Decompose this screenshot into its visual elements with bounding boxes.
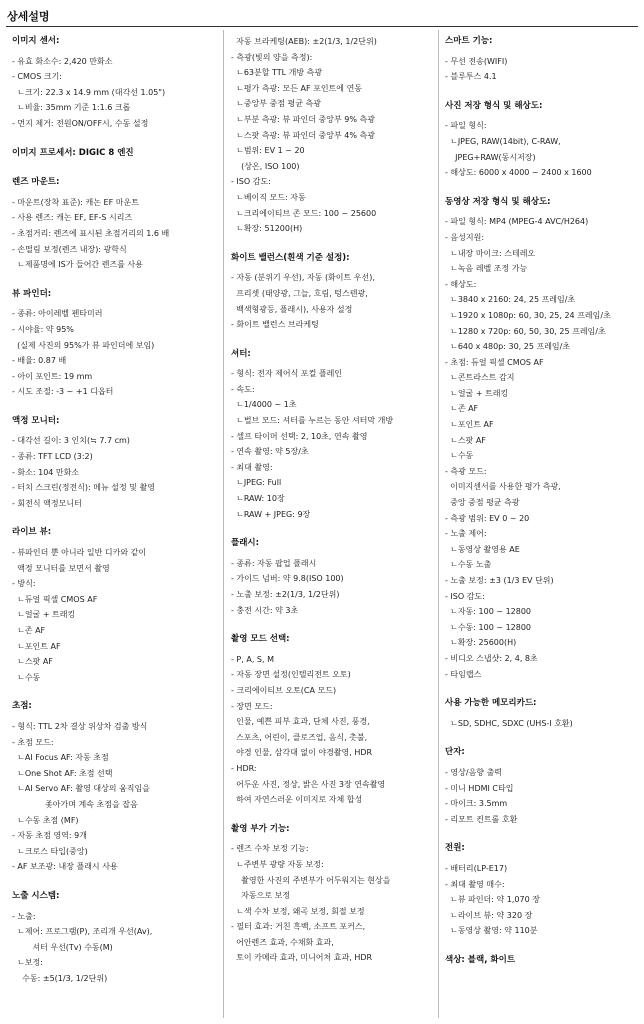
spec-line: 어두운 사진, 정상, 밝은 사진 3장 연속촬영 [231,779,386,789]
spec-line: ㄴ수동 [12,672,41,682]
spec-line: ㄴRAW + JPEG: 9장 [231,509,311,519]
spec-line: ㄴ크로스 타입(중앙) [12,846,88,856]
spec-line: - 크리에이티브 오토(CA 모드) [231,685,337,695]
spec-line: ㄴ뷰 파인더: 약 1,070 장 [445,895,540,905]
spec-line: - 가이드 넘버: 약 9.8(ISO 100) [231,574,344,584]
spec-line: - 종류: 자동 팝업 플래시 [231,558,317,568]
spec-line: ㄴ비율: 35mm 기준 1:1.6 크롭 [12,103,131,113]
section-title: 초점: [12,701,32,712]
spec-line: ㄴAI Servo AF: 촬영 대상의 움직임을 [12,784,150,794]
spec-line: - 파일 형식: MP4 (MPEG-4 AVC/H264) [445,217,589,227]
spec-line: ㄴAI Focus AF: 자동 초점 [12,753,109,763]
spec-line: - 아이 포인트: 19 mm [12,371,93,381]
spec-line: ㄴ스팟 AF [12,657,53,667]
spec-section [12,146,220,162]
spec-section [12,414,220,512]
spec-line: ㄴOne Shot AF: 초점 선택 [12,768,113,778]
spec-line: ㄴ63분할 TTL 개방 측광 [231,68,323,78]
spec-line: 액정 모니터를 보면서 촬영 [12,563,110,573]
spec-section [231,822,437,966]
spec-column-3 [445,34,635,982]
section-title: 단자: [445,747,465,758]
spec-line: - 자동 초점 영역: 9개 [12,831,87,841]
section-title: 셔터: [231,348,251,359]
spec-line: - AF 보조광: 내장 플래시 사용 [12,862,118,872]
spec-line: 자동으로 보정 [231,891,291,901]
spec-section [12,34,220,132]
spec-line: 이미지센서를 사용한 평가 측광, [445,482,561,492]
spec-section [12,889,220,987]
spec-line: - 종류: 아이레벨 펜타미러 [12,309,103,319]
spec-line: - ISO 감도: [445,591,485,601]
spec-line: - 시야율: 약 95% [12,324,74,334]
column-divider [223,30,224,1018]
title-divider [6,26,638,27]
spec-column-1 [12,34,220,1000]
spec-line: ㄴ녹음 레벨 조정 가능 [445,264,528,274]
spec-line: ㄴ크기: 22.3 x 14.9 mm (대각선 1.05") [12,87,166,97]
spec-line: ㄴ얼굴 + 트래킹 [12,610,76,620]
spec-line: (실제 사진의 95%가 뷰 파인더에 보임) [12,340,155,350]
section-title: 전원: [445,843,465,854]
spec-line: - 시도 조절: -3 ~ +1 디옵터 [12,387,114,397]
spec-line: - 해상도: 6000 x 4000 ~ 2400 x 1600 [445,168,592,178]
spec-line: ㄴ포인트 AF [445,420,494,430]
spec-line: ㄴ수동 [445,451,474,461]
spec-line: ㄴ640 x 480p: 30, 25 프레임/초 [445,342,571,352]
section-title: 라이브 뷰: [12,527,52,538]
spec-line: ㄴ제어: 프로그램(P), 조리개 우선(Av), [12,927,153,937]
spec-section [231,347,437,523]
spec-line: - CMOS 크기: [12,72,62,82]
spec-line: ㄴRAW: 10장 [231,494,285,504]
spec-line: - 영상/음향 출력 [445,767,503,777]
spec-line: ㄴ존 AF [12,626,46,635]
section-title: 렌즈 마운트: [12,177,60,188]
spec-line: - 유효 화소수: 2,420 만화소 [12,56,113,66]
spec-line: - 화소: 104 만화소 [12,467,80,477]
spec-line: ㄴ스팟 측광: 뷰 파인더 중앙부 4% 측광 [231,130,375,140]
spec-line: 셔터 우선(Tv) 수동(M) [12,942,113,952]
spec-line: ㄴ3840 x 2160: 24, 25 프레임/초 [445,295,576,305]
spec-line: - 회전식 액정모니터 [12,498,82,508]
spec-line: - 블루투스 4.1 [445,72,497,82]
spec-line: ㄴ베이직 모드: 자동 [231,192,306,202]
section-title: 화이트 밸런스(흰색 기준 설정): [231,252,350,263]
spec-line: - 노출 보정: ±2(1/3, 1/2단위) [231,590,340,599]
spec-line: 수동: ±5(1/3, 1/2단위) [12,973,108,983]
spec-line: ㄴ확장: 25600(H) [445,638,517,648]
spec-line: ㄴ수동: 100 ~ 12800 [445,622,532,632]
section-title: 이미지 프로세서: DIGIC 8 엔진 [12,147,134,158]
spec-line: - 대각선 길이: 3 인치(≒ 7.7 cm) [12,436,130,446]
spec-section [12,287,220,400]
spec-line: - 손떨림 보정(렌즈 내장): 광학식 [12,244,127,254]
section-title: 노출 시스템: [12,890,60,901]
spec-column-2 [231,34,437,980]
spec-section [445,696,635,731]
spec-line: ㄴ1280 x 720p: 60, 50, 30, 25 프레임/초 [445,326,606,336]
spec-section [445,745,635,827]
spec-line: ㄴJPEG: Full [231,478,282,488]
spec-section [231,536,437,618]
spec-line: 야경 인물, 삼각대 없이 야경촬영, HDR [231,748,373,758]
section-title: 이미지 센서: [12,36,60,46]
spec-section [445,195,635,682]
spec-line: - P, A, S, M [231,654,274,664]
spec-line: ㄴ자동: 100 ~ 12800 [445,607,532,617]
spec-section [445,99,635,181]
spec-line: - 터치 스크린(정전식): 메뉴 설정 및 촬영 [12,483,156,493]
spec-line: ㄴJPEG, RAW(14bit), C-RAW, [445,136,561,146]
section-title: 액정 모니터: [12,415,60,426]
spec-line: ㄴ포인트 AF [12,641,61,651]
spec-section [231,34,437,237]
spec-line: 스포츠, 어린이, 클로즈업, 음식, 촛불, [231,732,368,742]
spec-line: ㄴ동영상 촬영: 약 110분 [445,926,538,936]
spec-line: - 방식: [12,579,36,589]
spec-line: - 마이크: 3.5mm [445,799,508,809]
spec-line: ㄴ벌브 모드: 셔터를 누르는 동안 셔터막 개방 [231,416,394,426]
spec-line: 촬영한 사진의 주변부가 어두워지는 현상을 [231,875,391,885]
spec-line: ㄴ콘트라스트 감지 [445,373,515,383]
spec-line: ㄴ평가 측광: 모든 AF 포인트에 연동 [231,83,363,93]
spec-line: - ISO 감도: [231,177,271,187]
spec-line: - 충전 시간: 약 3초 [231,605,299,615]
section-title: 동영상 저장 형식 및 해상도: [445,196,551,207]
spec-line: - 자동 장면 설정(인텔리전트 오토) [231,670,351,680]
spec-line: - 배율: 0.87 배 [12,356,67,366]
spec-line: - 형식: 전자 제어식 포컬 플레인 [231,369,343,379]
spec-line: - 마운트(장착 표준): 캐논 EF 마운트 [12,197,139,207]
spec-line: - 최대 촬영 매수: [445,879,505,889]
spec-line: - 음성지원: [445,232,485,242]
spec-line: - 초점거리: 렌즈에 표시된 초점거리의 1.6 배 [12,228,170,238]
spec-section [12,175,220,273]
spec-line: ㄴ부분 측광: 뷰 파인더 중앙부 9% 측광 [231,114,375,124]
spec-line: - HDR: [231,763,257,773]
column-divider [438,30,439,1018]
spec-line: ㄴ내장 마이크: 스테레오 [445,248,536,258]
spec-line: ㄴ1/4000 ~ 1초 [231,400,297,410]
spec-line: ㄴ얼굴 + 트래킹 [445,388,509,398]
spec-line: ㄴ1920 x 1080p: 60, 30, 25, 24 프레임/초 [445,310,611,320]
spec-line: - 렌즈 수차 보정 기능: [231,844,309,854]
spec-line: - 미니 HDMI C타입 [445,783,514,793]
section-title: 촬영 모드 선택: [231,634,290,645]
spec-line: 좇아가며 계속 초점을 잡음 [12,799,138,809]
spec-section [12,525,220,685]
section-title: 촬영 부가 기능: [231,823,290,834]
spec-line: - 측광 모드: [445,466,487,476]
spec-line: - 뷰파인더 뿐 아니라 일반 디카와 같이 [12,548,147,558]
spec-line: 자동 브라케팅(AEB): ±2(1/3, 1/2단위) [231,37,377,46]
spec-line: ㄴ라이브 뷰: 약 320 장 [445,910,533,920]
spec-line: - 무선 전송(WIFI) [445,56,508,66]
spec-line: - 비디오 스냅샷: 2, 4, 8초 [445,653,538,663]
spec-line: ㄴ중앙부 중점 평균 측광 [231,99,321,109]
spec-line: ㄴ수동 초점 (MF) [12,815,79,825]
spec-line: ㄴ색 수차 보정, 왜곡 보정, 회절 보정 [231,906,365,916]
spec-line: - 먼지 제거: 전원ON/OFF시, 수동 설정 [12,118,149,128]
spec-line: - 종류: TFT LCD (3:2) [12,452,93,462]
spec-line: ㄴ제품명에 IS가 들어간 렌즈를 사용 [12,260,143,270]
section-title: 사진 저장 형식 및 해상도: [445,100,543,111]
spec-line: - 노출 제어: [445,529,487,539]
spec-line: - 장면 모드: [231,701,273,711]
spec-line: ㄴ보정: [12,958,43,968]
spec-line: ㄴ크리에이티브 존 모드: 100 ~ 25600 [231,208,377,218]
spec-section [231,632,437,808]
spec-line: - 노출 보정: ±3 (1/3 EV 단위) [445,576,554,585]
spec-line: (상온, ISO 100) [231,161,300,171]
spec-line: ㄴ범위: EV 1 ~ 20 [231,146,305,156]
spec-line: - 사용 렌즈: 캐논 EF, EF-S 시리즈 [12,213,133,223]
spec-line: - 초점 모드: [12,737,54,747]
spec-line: JPEG+RAW(동시저장) [445,152,536,162]
section-title: 사용 가능한 메모리카드: [445,698,537,709]
spec-section [445,953,635,969]
section-title: 플래시: [231,538,260,549]
spec-line: 하여 자연스러운 이미지로 자체 합성 [231,795,363,805]
spec-line: 어안렌즈 효과, 수채화 효과, [231,937,334,947]
spec-line: 프리셋 (태양광, 그늘, 흐림, 텅스텐광, [231,288,368,298]
spec-section [12,699,220,875]
spec-line: ㄴ확장: 51200(H) [231,224,303,234]
spec-line: 백색형광등, 플래시), 사용자 설정 [231,304,353,314]
spec-line: ㄴ수동 노출 [445,560,492,570]
spec-line: 토이 카메라 효과, 미니어처 효과, HDR [231,953,373,963]
spec-line: ㄴ동영상 촬영용 AE [445,544,520,554]
spec-line: - 연속 촬영: 약 5장/초 [231,447,309,457]
spec-line: - 타임랩스 [445,669,482,679]
spec-line: - 필터 효과: 거친 흑백, 소프트 포커스, [231,922,366,932]
spec-line: 인물, 예쁜 피부 효과, 단체 사진, 풍경, [231,717,370,727]
spec-section [231,251,437,333]
spec-line: - 해상도: [445,279,477,289]
spec-section [445,841,635,939]
spec-line: - 초점: 듀얼 픽셀 CMOS AF [445,357,544,367]
spec-line: - 노출: [12,911,36,921]
spec-line: - 자동 (분위기 우선), 자동 (화이트 우선), [231,273,375,283]
spec-line: ㄴ존 AF [445,404,479,414]
spec-line: - 배터리(LP-E17) [445,863,508,873]
section-title: 뷰 파인더: [12,288,52,299]
spec-line: ㄴSD, SDHC, SDXC (UHS-I 호환) [445,718,573,728]
spec-line: - 리모트 컨트롤 호환 [445,814,518,824]
spec-line: 중앙 중점 평균 측광 [445,498,520,508]
spec-line: - 형식: TTL 2차 결상 위상차 검출 방식 [12,721,148,731]
page-title: 상세설명 [7,10,50,23]
spec-line: - 속도: [231,384,255,394]
spec-line: - 측광(빛의 양을 측정): [231,52,313,62]
spec-line: ㄴ스팟 AF [445,435,486,445]
section-title: 색상: 블랙, 화이트 [445,954,516,965]
spec-line: - 파일 형식: [445,121,487,131]
spec-line: - 최대 촬영: [231,462,273,472]
spec-line: ㄴ듀얼 픽셀 CMOS AF [12,594,98,604]
spec-line: - 측광 범위: EV 0 ~ 20 [445,513,530,523]
section-title: 스마트 기능: [445,36,493,46]
spec-line: ㄴ주변부 광량 자동 보정: [231,859,324,869]
spec-section [445,34,635,85]
spec-line: - 셀프 타이머 선택: 2, 10초, 연속 촬영 [231,431,368,441]
spec-line: - 화이트 밸런스 브라케팅 [231,320,319,330]
